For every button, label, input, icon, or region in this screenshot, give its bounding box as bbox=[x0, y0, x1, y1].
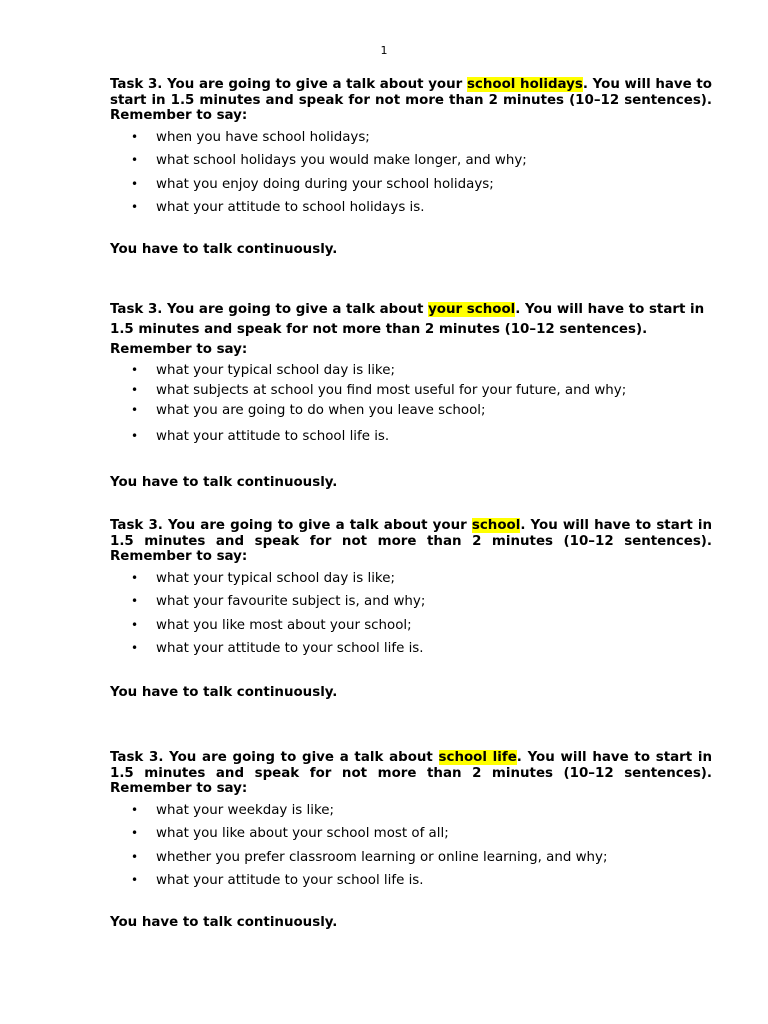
list-item: • whether you prefer classroom learning or online learning, and why; bbox=[110, 849, 712, 873]
intro-text-before: Task 3. You are going to give a talk about your bbox=[110, 77, 467, 92]
list-item: • what your attitude to school life is. bbox=[110, 428, 712, 448]
closing-instruction: You have to talk continuously. bbox=[110, 475, 338, 490]
highlighted-topic: school bbox=[471, 518, 521, 533]
talking-points-list bbox=[110, 362, 712, 448]
closing-instruction: You have to talk continuously. bbox=[110, 242, 338, 257]
task-school-life bbox=[110, 750, 712, 896]
intro-text-before: Task 3. You are going to give a talk about bbox=[110, 750, 439, 765]
task-intro bbox=[110, 77, 712, 124]
talking-points-list bbox=[110, 570, 712, 664]
intro-text-after: . You will have to start in 1.5 minutes and speak for not more than 2 minutes (10–12 sentences). Remember to say: bbox=[110, 518, 712, 564]
page-number: 1 bbox=[380, 44, 388, 57]
task-intro bbox=[110, 300, 712, 360]
task-intro bbox=[110, 518, 712, 565]
list-item: • what your favourite subject is, and why; bbox=[110, 593, 712, 617]
list-item: • when you have school holidays; bbox=[110, 129, 712, 153]
intro-text-after: . You will have to start in 1.5 minutes and speak for not more than 2 minutes (10–12 sentences). Remember to say: bbox=[110, 750, 712, 796]
task-your-school bbox=[110, 300, 712, 448]
intro-text-after: . You will have to start in 1.5 minutes and speak for not more than 2 minutes (10–12 sentences). Remember to say: bbox=[110, 302, 705, 357]
list-item: • what you enjoy doing during your school holidays; bbox=[110, 176, 712, 200]
list-item: • what your weekday is like; bbox=[110, 802, 712, 826]
list-item: • what you are going to do when you leave school; bbox=[110, 402, 712, 428]
intro-text-before: Task 3. You are going to give a talk about your bbox=[110, 518, 472, 533]
intro-text-before: Task 3. You are going to give a talk about bbox=[110, 302, 429, 317]
list-item: • what you like most about your school; bbox=[110, 617, 712, 641]
list-item: • what your attitude to school holidays is. bbox=[110, 199, 712, 223]
talking-points-list bbox=[110, 129, 712, 223]
list-item: • what school holidays you would make longer, and why; bbox=[110, 152, 712, 176]
highlighted-topic: school life bbox=[438, 750, 517, 765]
talking-points-list bbox=[110, 802, 712, 896]
list-item: • what your attitude to your school life is. bbox=[110, 640, 712, 664]
list-item: • what your typical school day is like; bbox=[110, 362, 712, 382]
list-item: • what your attitude to your school life is. bbox=[110, 872, 712, 896]
list-item: • what you like about your school most of all; bbox=[110, 825, 712, 849]
highlighted-topic: your school bbox=[428, 302, 516, 317]
closing-instruction: You have to talk continuously. bbox=[110, 915, 338, 930]
task-intro bbox=[110, 750, 712, 797]
intro-text-after: . You will have to start in 1.5 minutes and speak for not more than 2 minutes (10–12 sentences). Remember to say: bbox=[110, 77, 712, 123]
closing-instruction: You have to talk continuously. bbox=[110, 685, 338, 700]
task-school bbox=[110, 518, 712, 664]
task-school-holidays bbox=[110, 77, 712, 223]
highlighted-topic: school holidays bbox=[466, 77, 583, 92]
list-item: • what your typical school day is like; bbox=[110, 570, 712, 594]
list-item: • what subjects at school you find most useful for your future, and why; bbox=[110, 382, 712, 402]
